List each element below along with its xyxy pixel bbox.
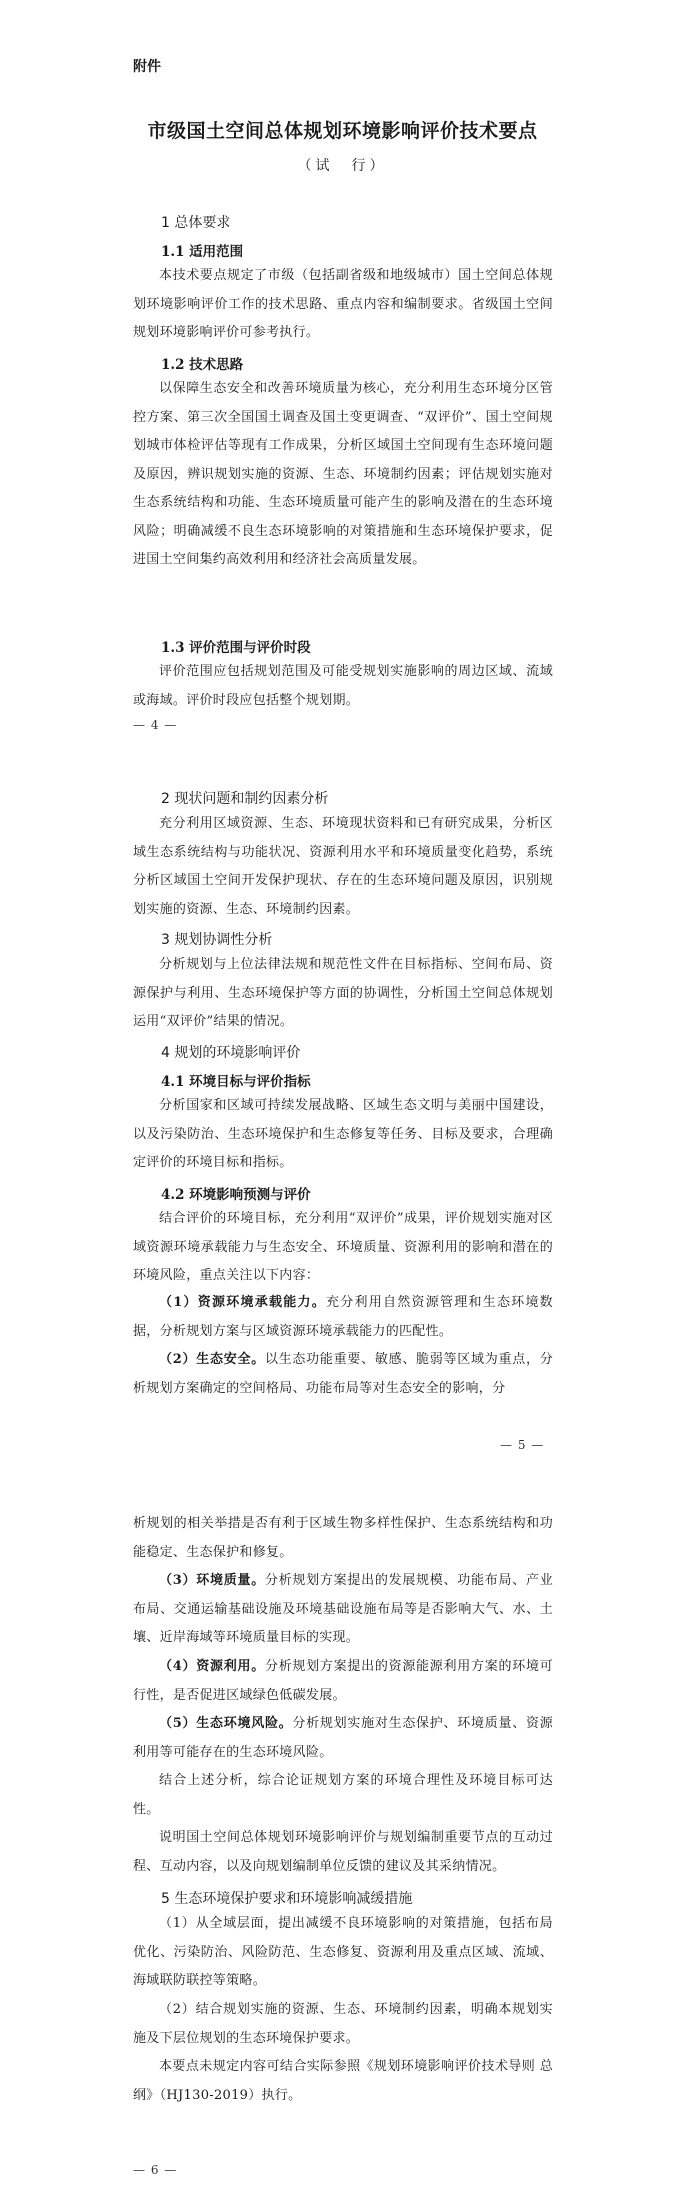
section-4-heading: 4 规划的环境影响评价: [161, 1045, 301, 1061]
interaction-paragraph: 说明国土空间总体规划环境影响评价与规划编制重要节点的互动过程、互动内容，以及向规划编制单位反馈的建议及其采纳情况。: [133, 1830, 553, 1874]
section-4-2-heading: 4.2 环境影响预测与评价: [161, 1187, 311, 1203]
section-1-3-heading: 1.3 评价范围与评价时段: [161, 640, 311, 656]
section-5-paragraph-2: （2）结合规划实施的资源、生态、环境制约因素，明确本规划实施及下层位规划的生态环境保护要求。: [133, 2002, 553, 2046]
item-1-text: 充分利用自然资源管理和生态环境数据，分析规划方案与区域资源环境承载能力的匹配性。: [133, 1295, 553, 1339]
page-number-5: — 5 —: [500, 1438, 545, 1452]
section-4-1-paragraph: 分析国家和区域可持续发展战略、区域生态文明与美丽中国建设，以及污染防治、生态环境保护和生态修复等任务、目标及要求，合理确定评价的环境目标和指标。: [133, 1098, 553, 1170]
page-4: [0, 0, 685, 745]
section-1-1-heading: 1.1 适用范围: [161, 244, 244, 260]
document-subtitle: （试 行）: [297, 158, 388, 174]
section-3-heading: 3 规划协调性分析: [161, 932, 273, 948]
section-2-paragraph: 充分利用区域资源、生态、环境现状资料和已有研究成果，分析区域生态系统结构与功能状况、资源利用水平和环境质量变化趋势，系统分析区域国土空间开发保护现状、存在的生态环境问题及原因，识别规划实施的资源、生态、环境制约因素。: [133, 816, 553, 917]
item-3-text: 分析规划方案提出的发展规模、功能布局、产业布局、交通运输基础设施及环境基础设施布局等是否影响大气、水、土壤、近岸海域等环境质量目标的实现。: [133, 1573, 553, 1645]
annex-label: 附件: [133, 59, 161, 75]
item-1-label: （1）资源环境承载能力。: [159, 1295, 326, 1310]
section-4-1-heading: 4.1 环境目标与评价指标: [161, 1074, 311, 1090]
page-number-6: — 6 —: [133, 2163, 178, 2177]
section-5-paragraph-3: 本要点未规定内容可结合实际参照《规划环境影响评价技术导则 总纲》（HJ130-2019）执行。: [133, 2059, 553, 2103]
section-3-paragraph: 分析规划与上位法律法规和规范性文件在目标指标、空间布局、资源保护与利用、生态环境保护等方面的协调性，分析国土空间总体规划运用“双评价”结果的情况。: [133, 957, 553, 1029]
section-5-paragraph-1: （1）从全域层面，提出减缓不良环境影响的对策措施，包括布局优化、污染防治、风险防范、生态修复、资源利用及重点区域、流域、海域联防联控等策略。: [133, 1916, 553, 1988]
item-1-paragraph: [133, 1289, 553, 1346]
section-2-heading: 2 现状问题和制约因素分析: [161, 791, 329, 807]
section-1-heading: 1 总体要求: [161, 215, 231, 231]
item-2-label: （2）生态安全。: [159, 1352, 265, 1367]
item-5-label: （5）生态环境风险。: [159, 1716, 293, 1731]
item-2-continued: 析规划的相关举措是否有利于区域生物多样性保护、生态系统结构和功能稳定、生态保护和修复。: [133, 1516, 553, 1560]
item-2-text: 以生态功能重要、敏感、脆弱等区域为重点，分析规划方案确定的空间格局、功能布局等对生态安全的影响，分: [133, 1352, 553, 1396]
page-number-4: — 4 —: [133, 718, 178, 732]
item-3-label: （3）环境质量。: [159, 1573, 265, 1588]
page-5: [0, 745, 685, 1470]
item-5-paragraph: [133, 1710, 553, 1767]
item-2-paragraph: [133, 1346, 553, 1403]
item-4-text: 分析规划方案提出的资源能源利用方案的环境可行性，是否促进区域绿色低碳发展。: [133, 1659, 553, 1703]
section-1-2-heading: 1.2 技术思路: [161, 357, 244, 373]
document-title: 市级国土空间总体规划环境影响评价技术要点: [147, 120, 538, 142]
section-1-1-paragraph: 本技术要点规定了市级（包括副省级和地级城市）国土空间总体规划环境影响评价工作的技术思路、重点内容和编制要求。省级国土空间规划环境影响评价可参考执行。: [133, 268, 553, 340]
section-1-3-paragraph: 评价范围应包括规划范围及可能受规划实施影响的周边区域、流域或海域。评价时段应包括整个规划期。: [133, 664, 553, 708]
synthesis-paragraph: 结合上述分析，综合论证规划方案的环境合理性及环境目标可达性。: [133, 1773, 553, 1817]
item-5-text: 分析规划实施对生态保护、环境质量、资源利用等可能存在的生态环境风险。: [133, 1716, 553, 1760]
section-4-2-intro: 结合评价的环境目标，充分利用“双评价”成果，评价规划实施对区域资源环境承载能力与生态安全、环境质量、资源利用的影响和潜在的环境风险，重点关注以下内容：: [133, 1211, 553, 1283]
item-4-label: （4）资源利用。: [159, 1659, 265, 1674]
section-5-heading: 5 生态环境保护要求和环境影响减缓措施: [161, 1891, 413, 1907]
page-6: [0, 1470, 685, 2195]
item-4-paragraph: [133, 1653, 553, 1710]
section-1-2-paragraph: 以保障生态安全和改善环境质量为核心，充分利用生态环境分区管控方案、第三次全国国土调查及国土变更调查、“双评价”、国土空间规划城市体检评估等现有工作成果，分析区域国土空间现有生态环境问题及原因，辨识规划实施的资源、生态、环境制约因素；评估规划实施对生态系统结构和功能、生态环境质量可能产生的影响及潜在的生态环境风险；明确减缓不良生态环境影响的对策措施和生态环境保护要求，促进国土空间集约高效利用和经济社会高质量发展。: [133, 381, 553, 567]
item-3-paragraph: [133, 1567, 553, 1653]
